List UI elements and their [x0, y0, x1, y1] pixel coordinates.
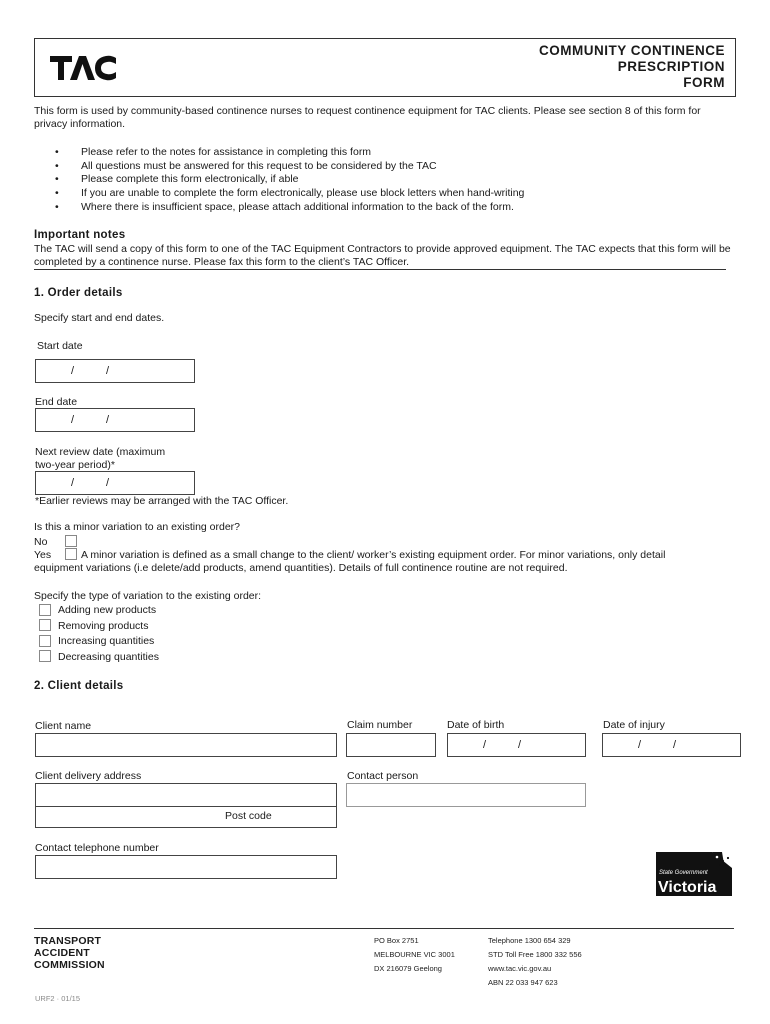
contact-line: Telephone 1300 654 329: [488, 936, 571, 945]
no-checkbox[interactable]: [65, 535, 77, 547]
variation-type-label: Adding new products: [58, 604, 157, 616]
end-date-field[interactable]: [35, 408, 195, 432]
contact-person-label: Contact person: [347, 770, 419, 782]
adding-products-checkbox[interactable]: [39, 604, 51, 616]
contact-person-field[interactable]: [346, 783, 586, 807]
date-separator: /: [106, 414, 110, 426]
date-separator: /: [106, 477, 110, 489]
list-item: • Please refer to the notes for assistance in completing this form: [55, 146, 524, 160]
form-version: URF2 · 01/15: [35, 994, 81, 1003]
postcode-label: Post code: [225, 810, 272, 822]
order-instruction: Specify start and end dates.: [34, 312, 165, 324]
list-item: • Where there is insufficient space, please attach additional information to the back of the form.: [55, 201, 524, 215]
section-heading-client: 2. Client details: [34, 680, 124, 692]
org-line: COMMISSION: [34, 959, 105, 971]
list-item: • All questions must be answered for this request to be considered by the TAC: [55, 160, 524, 174]
date-separator: /: [638, 739, 642, 751]
delivery-address-field[interactable]: [35, 783, 337, 807]
date-separator: /: [71, 477, 75, 489]
delivery-address-label: Client delivery address: [35, 770, 142, 782]
gov-small-text: State Government: [659, 870, 708, 876]
review-note: *Earlier reviews may be arranged with the TAC Officer.: [35, 495, 289, 507]
contact-details: [488, 934, 582, 990]
variation-question: Is this a minor variation to an existing order?: [34, 521, 241, 533]
contact-line: ABN 22 033 947 623: [488, 978, 558, 987]
start-date-field[interactable]: [35, 359, 195, 383]
section-heading-order: 1. Order details: [34, 287, 123, 299]
claim-number-label: Claim number: [347, 719, 413, 731]
review-date-label: two-year period)*: [35, 459, 115, 471]
gov-name-text: Victoria: [658, 879, 717, 896]
review-date-label: Next review date (maximum: [35, 446, 166, 458]
client-name-field[interactable]: [35, 733, 337, 757]
yes-label: Yes: [34, 549, 52, 561]
title-line: COMMUNITY CONTINENCE: [538, 43, 725, 58]
variation-note: A minor variation is defined as a small change to the client/ worker’s existing equipment order. For minor variations, only detail: [81, 549, 666, 561]
title-line: FORM: [683, 75, 725, 90]
form-header: [34, 38, 736, 97]
organisation-name: [34, 935, 105, 971]
important-notes-text: The TAC will send a copy of this form to one of the TAC Equipment Contractors to provide approved equipment. The TAC expects that this form will be completed by a continence nurse. Please fax this form to the client’s TAC Officer.: [34, 243, 731, 268]
client-name-label: Client name: [35, 720, 92, 732]
address-line: MELBOURNE VIC 3001: [374, 950, 455, 959]
end-date-label: End date: [35, 396, 78, 408]
variation-note: equipment variations (i.e delete/add products, amend quantities). Details of full continence routine are not required.: [34, 562, 568, 574]
org-line: TRANSPORT: [34, 935, 102, 947]
contact-line: STD Toll Free 1800 332 556: [488, 950, 582, 959]
increasing-quantities-checkbox[interactable]: [39, 635, 51, 647]
injury-date-field[interactable]: [602, 733, 741, 757]
tac-logo: [50, 52, 120, 84]
contact-line: www.tac.vic.gov.au: [488, 964, 552, 973]
footer-divider: [34, 928, 734, 929]
postcode-field[interactable]: [35, 806, 337, 828]
address-line: DX 216079 Geelong: [374, 964, 442, 973]
postal-address: [374, 934, 455, 976]
instruction-list: [55, 146, 524, 215]
victoria-government-logo: [654, 852, 734, 896]
variation-type-label: Increasing quantities: [58, 635, 155, 647]
yes-checkbox[interactable]: [65, 548, 77, 560]
decreasing-quantities-checkbox[interactable]: [39, 650, 51, 662]
review-date-field[interactable]: [35, 471, 195, 495]
dob-label: Date of birth: [447, 719, 505, 731]
intro-text: This form is used by community-based continence nurses to request continence equipment for TAC clients. Please see section 8 of this form for privacy information.: [34, 105, 701, 130]
phone-label: Contact telephone number: [35, 842, 159, 854]
variation-type-label: Removing products: [58, 620, 149, 632]
list-item: • Please complete this form electronically, if able: [55, 173, 524, 187]
removing-products-checkbox[interactable]: [39, 619, 51, 631]
important-notes-heading: Important notes: [34, 229, 126, 241]
victoria-logo-graphic: [654, 852, 734, 896]
address-line: PO Box 2751: [374, 936, 419, 945]
date-separator: /: [483, 739, 487, 751]
org-line: ACCIDENT: [34, 947, 90, 959]
no-label: No: [34, 536, 48, 548]
date-separator: /: [106, 365, 110, 377]
phone-field[interactable]: [35, 855, 337, 879]
dob-field[interactable]: [447, 733, 586, 757]
date-separator: /: [71, 414, 75, 426]
title-line: PRESCRIPTION: [617, 59, 725, 74]
claim-number-field[interactable]: [346, 733, 436, 757]
variation-type-label: Decreasing quantities: [58, 651, 159, 663]
date-separator: /: [518, 739, 522, 751]
start-date-label: Start date: [37, 340, 83, 352]
injury-date-label: Date of injury: [603, 719, 665, 731]
divider: [34, 269, 726, 270]
variation-type-question: Specify the type of variation to the existing order:: [34, 590, 262, 602]
date-separator: /: [673, 739, 677, 751]
form-title: [539, 43, 725, 91]
list-item: • If you are unable to complete the form electronically, please use block letters when hand-writing: [55, 187, 524, 201]
date-separator: /: [71, 365, 75, 377]
